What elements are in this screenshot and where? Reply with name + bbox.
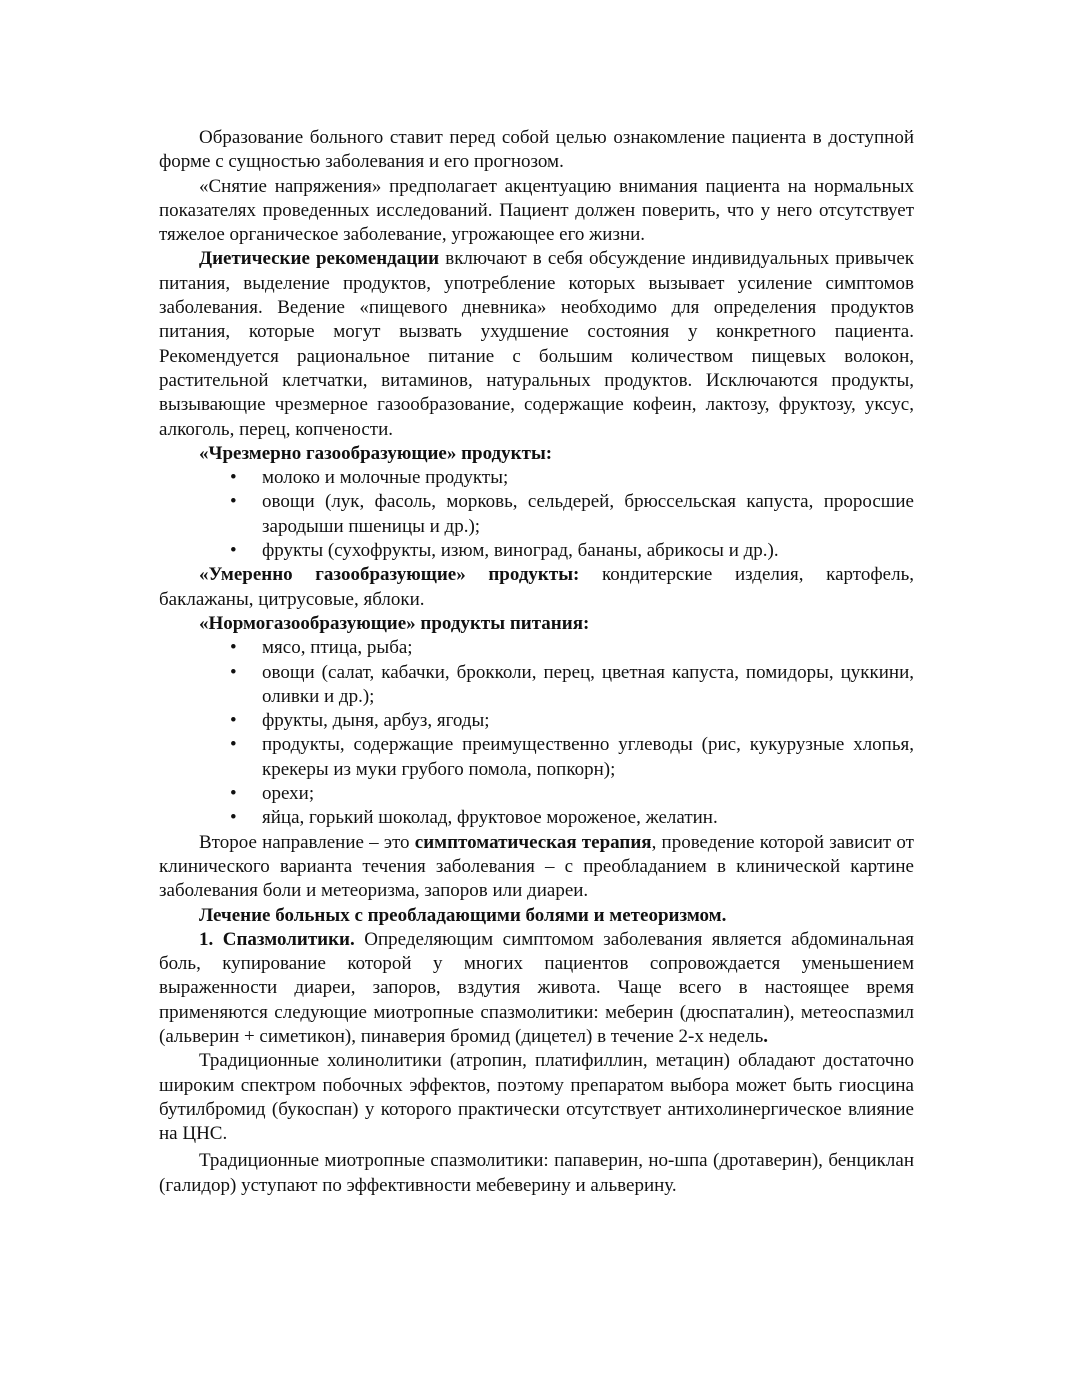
list-item: • орехи; (262, 782, 914, 806)
paragraph-diet (159, 247, 914, 441)
list-item: • молоко и молочные продукты; (262, 466, 914, 490)
spasmolytics-term: 1. Спазмолитики. (199, 928, 355, 950)
bullet-icon: • (230, 491, 237, 513)
list-item: • фрукты (сухофрукты, изюм, виноград, бананы, абрикосы и др.). (262, 539, 914, 563)
list-normal-gas (159, 636, 914, 830)
bullet-icon: • (230, 710, 237, 732)
diet-text: включают в себя обсуждение индивидуальных привычек питания, выделение продуктов, употребление которых вызывает усиление симптомов заболевания. Ведение «пищевого дневника» необходимо для определения продуктов питания, которые могут вызвать ухудшение состояния у конкретного пациента. Рекомендуется рациональное питание с большим количеством пищевых волокон, растительной клетчатки, витаминов, натуральных продуктов. Исключаются продукты, вызывающие чрезмерное газообразование, содержащие кофеин, лактозу, фруктозу, уксус, алкоголь, перец, копчености. (159, 248, 915, 440)
bullet-icon: • (230, 540, 237, 562)
document-page (159, 126, 914, 1198)
bullet-icon: • (230, 783, 237, 805)
list-item: • овощи (лук, фасоль, морковь, сельдерей, брюссельская капуста, проросшие зародыши пшеницы и др.); (230, 491, 914, 537)
heading-normal-gas: «Нормогазообразующие» продукты питания: (199, 612, 590, 634)
symptomatic-term: симптоматическая терапия (414, 831, 652, 853)
paragraph-stress-relief: «Снятие напряжения» предполагает акцентуацию внимания пациента на нормальных показателях проведенных исследований. Пациент должен поверить, что у него отсутствует тяжелое органическое заболевание, угрожающее его жизни. (159, 175, 914, 246)
list-item: • яйца, горький шоколад, фруктовое мороженое, желатин. (262, 806, 914, 830)
bullet-icon: • (230, 807, 237, 829)
bullet-icon: • (230, 467, 237, 489)
bullet-icon: • (230, 637, 237, 659)
list-item: • мясо, птица, рыба; (262, 636, 914, 660)
paragraph-moderate-gas (159, 563, 914, 612)
bullet-icon: • (230, 661, 237, 683)
paragraph-spasmolytics: 1. Спазмолитики. Определяющим симптомом заболевания является абдоминальная боль, купирование которой у многих пациентов сопровождается уменьшением выраженности диареи, запоров, вздутия живота. Чаще всего в настоящее время применяются следующие миотропные спазмолитики: меберин (дюспаталин), метеоспазмил (альверин + симетикон), пинаверия бромид (дицетел) в течение 2-х недель. (159, 928, 914, 1047)
diet-term: Диетические рекомендации (199, 248, 440, 270)
bullet-icon: • (230, 734, 237, 756)
paragraph-symptomatic-therapy: Второе направление – это симптоматическая терапия, проведение которой зависит от клинического варианта течения заболевания – с преобладанием в клинической картине заболевания боли и метеоризма, запоров или диареи. (159, 831, 914, 902)
paragraph-myotropic: Традиционные миотропные спазмолитики: папаверин, но-шпа (дротаверин), бенциклан (галидор) уступают по эффективности мебеверину и альверину. (159, 1150, 914, 1196)
list-excessive-gas (159, 466, 914, 563)
heading-excessive-gas: «Чрезмерно газообразующие» продукты: (199, 442, 553, 464)
moderate-term: «Умеренно газообразующие» продукты: (199, 564, 580, 586)
list-item: • овощи (салат, кабачки, брокколи, перец, цветная капуста, помидоры, цуккини, оливки и др.); (230, 661, 914, 707)
moderate-text: кондитерские изделия, картофель, баклажаны, цитрусовые, яблоки. (159, 564, 914, 610)
list-item: • фрукты, дыня, арбуз, ягоды; (262, 709, 914, 733)
heading-treatment: Лечение больных с преобладающими болями и метеоризмом. (199, 904, 727, 926)
list-item: • продукты, содержащие преимущественно углеводы (рис, кукурузные хлопья, крекеры из муки грубого помола, попкорн); (230, 734, 914, 780)
paragraph-cholinolytics: Традиционные холинолитики (атропин, платифиллин, метацин) обладают достаточно широким спектром побочных эффектов, поэтому препаратом выбора может быть гиосцина бутилбромид (букоспан) у которого практически отсутствует антихолинергическое влияние на ЦНС. (159, 1050, 914, 1145)
paragraph-patient-education: Образование больного ставит перед собой целью ознакомление пациента в доступной форме с сущностью заболевания и его прогнозом. (159, 127, 914, 173)
